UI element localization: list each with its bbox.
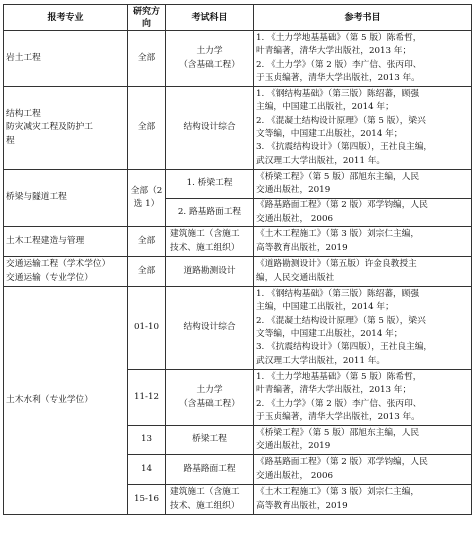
ref-line: 2. 《混凝土结构设计原理》（第 5 版），梁兴 (256, 315, 426, 326)
ref-line: 于玉贞编著，清华大学出版社，2013 年。 (256, 411, 420, 422)
table-row (4, 287, 472, 370)
subject-line: 路基路面工程 (183, 463, 236, 474)
direction-cell: 全部 (128, 257, 166, 287)
direction-cell: 全部 (128, 31, 166, 87)
major-cell (4, 31, 128, 87)
ref-line: 武汉理工大学出版社，2011 年。 (256, 155, 386, 166)
major-cell (4, 170, 128, 227)
ref-line: 1. 《土力学地基基础》（第 5 版）陈希哲， (256, 32, 422, 43)
ref-line: 叶青编著，清华大学出版社，2013 年； (256, 385, 412, 396)
header-refs: 参考书目 (254, 5, 472, 31)
ref-line: 高等教育出版社，2019 (256, 242, 348, 253)
direction-cell: 全部 (128, 227, 166, 257)
subject-line: 技术、施工组织） (170, 242, 240, 253)
refs-cell (254, 257, 472, 287)
subject-line: 结构设计综合 (183, 322, 236, 333)
ref-line: 文等编，中国建工出版社，2014 年； (256, 129, 403, 139)
subject-line: 1. 桥梁工程 (186, 178, 233, 189)
major-cell (4, 227, 128, 257)
subject-cell (166, 455, 254, 485)
subject-line: 桥梁工程 (192, 434, 227, 445)
header-direction: 研究方向 (128, 5, 166, 31)
refs-cell (254, 370, 472, 426)
major-line: 交通运输（专业学位） (6, 272, 93, 283)
table-row (4, 227, 472, 257)
subject-line: 技术、施工组织） (170, 500, 240, 511)
major-line: 土木水利（专业学位） (6, 394, 93, 405)
major-line: 交通运输工程（学术学位） (6, 259, 111, 270)
refs-cell (254, 170, 472, 199)
ref-line: 交通出版社，2019 (256, 185, 331, 195)
table-row (4, 257, 472, 287)
ref-line: 交通出版社，2019 (256, 441, 331, 451)
ref-line: 交通出版社， 2006 (256, 470, 333, 481)
ref-line: 高等教育出版社，2019 (256, 500, 348, 511)
subject-cell (166, 485, 254, 515)
subject-line: 建筑施工（含施工 (170, 487, 240, 498)
ref-line: 《桥梁工程》（第 5 版）邵旭东主编，人民 (256, 427, 420, 438)
subject-cell (166, 199, 254, 227)
ref-line: 1. 《钢结构基础》（第三版）陈绍蕃，顾强 (256, 288, 420, 299)
major-line: 程 (6, 135, 15, 146)
ref-line: 主编，中国建工出版社，2014 年； (256, 302, 394, 313)
subject-line: （含基础工程） (179, 398, 240, 409)
direction-cell: 全部（2 选 1） (128, 170, 166, 227)
ref-line: 3. 《抗震结构设计》（第四版），王社良主编， (256, 142, 433, 153)
ref-line: 文等编，中国建工出版社，2014 年； (256, 329, 403, 339)
refs-cell (254, 31, 472, 87)
ref-line: 2. 《混凝土结构设计原理》（第 5 版），梁兴 (256, 115, 426, 126)
direction-cell: 15-16 (128, 485, 166, 515)
refs-cell (254, 227, 472, 257)
subject-cell (166, 31, 254, 87)
subject-line: 2. 路基路面工程 (177, 206, 242, 217)
ref-line: 编，人民交通出版社 (256, 272, 335, 283)
ref-line: 《土木工程施工》（第 3 版）刘宗仁主编， (256, 229, 420, 240)
ref-line: 武汉理工大学出版社，2011 年。 (256, 355, 386, 366)
exam-subjects-table (3, 4, 472, 515)
ref-line: 于玉贞编著，清华大学出版社，2013 年。 (256, 72, 420, 83)
subject-cell (166, 87, 254, 170)
subject-cell (166, 257, 254, 287)
ref-line: 《桥梁工程》（第 5 版）邵旭东主编，人民 (256, 171, 420, 182)
subject-cell (166, 170, 254, 199)
direction-cell: 13 (128, 426, 166, 455)
ref-line: 交通出版社， 2006 (256, 213, 333, 224)
table-row (4, 170, 472, 199)
subject-line: 土力学 (196, 385, 223, 396)
ref-line: 《土木工程施工》（第 3 版）刘宗仁主编， (256, 487, 420, 498)
table-row (4, 31, 472, 87)
major-line: 土木工程建造与管理 (6, 235, 85, 246)
major-line: 防灾减灾工程及防护工 (6, 122, 93, 133)
refs-cell (254, 426, 472, 455)
subject-line: 道路勘测设计 (183, 265, 236, 276)
ref-line: 1. 《土力学地基基础》（第 5 版）陈希哲， (256, 371, 422, 382)
ref-line: 2. 《土力学》（第 2 版）李广信、张丙印、 (256, 398, 422, 409)
major-cell (4, 287, 128, 515)
subject-line: 建筑施工（含施工 (170, 229, 240, 240)
header-major: 报考专业 (4, 5, 128, 31)
subject-cell (166, 426, 254, 455)
refs-cell (254, 199, 472, 227)
subject-cell (166, 227, 254, 257)
ref-line: 主编，中国建工出版社，2014 年； (256, 102, 394, 113)
refs-cell (254, 287, 472, 370)
ref-line: 《路基路面工程》（第 2 版）邓学钧编，人民 (256, 200, 428, 211)
refs-cell (254, 485, 472, 515)
subject-line: 结构设计综合 (183, 122, 236, 133)
major-line: 结构工程 (6, 108, 41, 119)
table-row (4, 87, 472, 170)
major-cell (4, 87, 128, 170)
direction-cell: 11-12 (128, 370, 166, 426)
direction-cell: 全部 (128, 87, 166, 170)
direction-cell: 14 (128, 455, 166, 485)
ref-line: 叶青编著，清华大学出版社，2013 年； (256, 46, 412, 57)
header-row (4, 5, 472, 31)
subject-line: 土力学 (196, 46, 223, 57)
subject-cell (166, 370, 254, 426)
ref-line: 2. 《土力学》（第 2 版）李广信、张丙印、 (256, 59, 422, 70)
refs-cell (254, 87, 472, 170)
ref-line: 《道路勘测设计》（第五版）许金良教授主 (256, 259, 417, 270)
header-subject: 考试科目 (166, 5, 254, 31)
major-line: 岩土工程 (6, 52, 41, 63)
major-line: 桥梁与隧道工程 (6, 192, 67, 203)
refs-cell (254, 455, 472, 485)
direction-cell: 01-10 (128, 287, 166, 370)
ref-line: 《路基路面工程》（第 2 版）邓学钧编，人民 (256, 457, 428, 468)
subject-line: （含基础工程） (179, 59, 240, 70)
ref-line: 1. 《钢结构基础》（第三版）陈绍蕃，顾强 (256, 88, 420, 99)
subject-cell (166, 287, 254, 370)
major-cell (4, 257, 128, 287)
ref-line: 3. 《抗震结构设计》（第四版），王社良主编， (256, 342, 433, 353)
